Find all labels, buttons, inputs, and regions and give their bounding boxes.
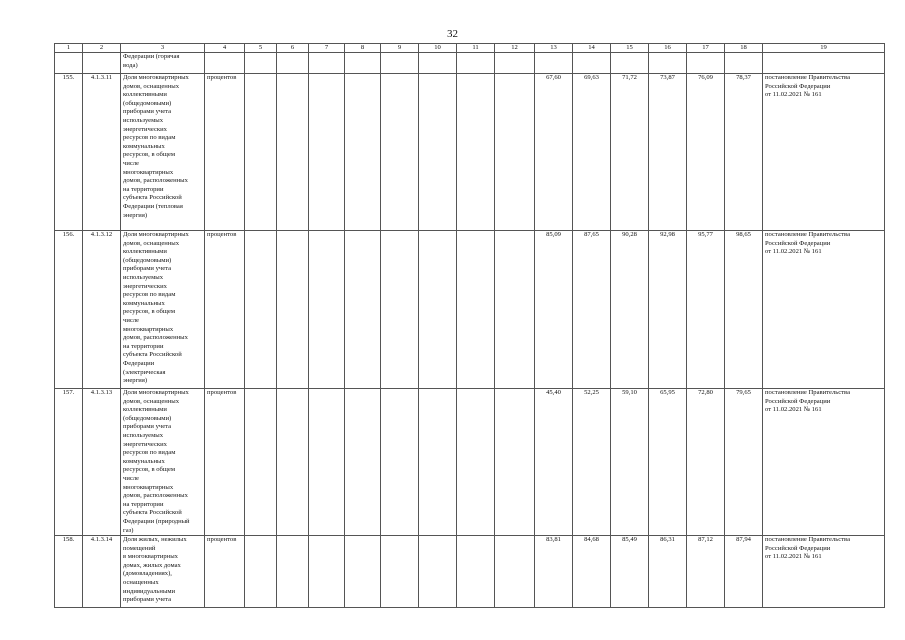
empty-cell xyxy=(345,536,381,608)
indicator-code: 4.1.3.13 xyxy=(83,389,121,536)
column-header-1: 1 xyxy=(55,44,83,53)
value-cell-col-17: 72,80 xyxy=(687,389,725,536)
unit-of-measure: процентов xyxy=(205,389,245,536)
value-cell-col-13: 83,81 xyxy=(535,536,573,608)
column-header-9: 9 xyxy=(381,44,419,53)
page-number: 32 xyxy=(447,28,458,40)
column-header-10: 10 xyxy=(419,44,457,53)
value-cell-col-17: 87,12 xyxy=(687,536,725,608)
value-cell-col-15: 90,28 xyxy=(611,231,649,389)
value-cell-col-16: 92,98 xyxy=(649,231,687,389)
value-cell-col-15: 71,72 xyxy=(611,74,649,231)
source-document: постановление Правительства Российской Федерации от 11.02.2021 № 161 xyxy=(763,74,885,231)
value-cell-col-18: 87,94 xyxy=(725,536,763,608)
empty-cell xyxy=(457,389,495,536)
column-header-12: 12 xyxy=(495,44,535,53)
row-number: 156. xyxy=(55,231,83,389)
unit-of-measure: процентов xyxy=(205,231,245,389)
header-row xyxy=(55,44,885,53)
value-cell-col-13: 45,40 xyxy=(535,389,573,536)
empty-cell xyxy=(277,536,309,608)
empty-cell xyxy=(345,74,381,231)
empty-cell xyxy=(277,231,309,389)
column-header-14: 14 xyxy=(573,44,611,53)
empty-cell xyxy=(495,231,535,389)
table-row xyxy=(55,74,885,231)
value-cell-col-16: 73,87 xyxy=(649,74,687,231)
indicator-code: 4.1.3.11 xyxy=(83,74,121,231)
empty-cell xyxy=(419,74,457,231)
row-number: 158. xyxy=(55,536,83,608)
empty-cell xyxy=(277,74,309,231)
indicator-name: Доля многоквартирных домов, оснащенных коллективными (общедомовыми) приборами учета используемых энергетических ресурсов по видам коммунальных ресурсов, в общем числе многоквартирных домов, расположенных на территории субъекта Российской Федерации (природный газ) xyxy=(121,389,205,536)
column-header-8: 8 xyxy=(345,44,381,53)
unit-of-measure: процентов xyxy=(205,74,245,231)
value-cell-col-17: 76,09 xyxy=(687,74,725,231)
value-cell-col-15: 85,49 xyxy=(611,536,649,608)
empty-cell xyxy=(457,536,495,608)
empty-cell xyxy=(381,389,419,536)
column-header-6: 6 xyxy=(277,44,309,53)
value-cell-col-16: 86,31 xyxy=(649,536,687,608)
value-cell-col-17: 95,77 xyxy=(687,231,725,389)
column-header-15: 15 xyxy=(611,44,649,53)
value-cell-col-15: 59,10 xyxy=(611,389,649,536)
column-header-19: 19 xyxy=(763,44,885,53)
empty-cell xyxy=(309,231,345,389)
indicator-name: Доля жилых, нежилых помещений в многоквартирных домах, жилых домах (домовладениях), оснащенных индивидуальными приборами учета xyxy=(121,536,205,608)
column-header-2: 2 xyxy=(83,44,121,53)
empty-cell xyxy=(457,74,495,231)
column-header-7: 7 xyxy=(309,44,345,53)
column-header-11: 11 xyxy=(457,44,495,53)
value-cell-col-18: 79,65 xyxy=(725,389,763,536)
value-cell-col-14: 52,25 xyxy=(573,389,611,536)
source-document: постановление Правительства Российской Федерации от 11.02.2021 № 161 xyxy=(763,231,885,389)
table-row xyxy=(55,536,885,608)
indicator-name: Доля многоквартирных домов, оснащенных коллективными (общедомовыми) приборами учета используемых энергетических ресурсов по видам коммунальных ресурсов, в общем числе многоквартирных домов, расположенных на территории субъекта Российской Федерации (электрическая энергия) xyxy=(121,231,205,389)
empty-cell xyxy=(277,389,309,536)
empty-cell xyxy=(245,536,277,608)
table-row xyxy=(55,231,885,389)
row-number: 157. xyxy=(55,389,83,536)
column-header-18: 18 xyxy=(725,44,763,53)
table-row xyxy=(55,389,885,536)
empty-cell xyxy=(495,74,535,231)
value-cell-col-13: 67,60 xyxy=(535,74,573,231)
continued-row xyxy=(55,53,885,74)
source-document: постановление Правительства Российской Федерации от 11.02.2021 № 161 xyxy=(763,389,885,536)
column-header-16: 16 xyxy=(649,44,687,53)
empty-cell xyxy=(245,389,277,536)
indicator-table xyxy=(54,43,885,608)
empty-cell xyxy=(309,389,345,536)
value-cell-col-18: 98,65 xyxy=(725,231,763,389)
empty-cell xyxy=(345,231,381,389)
value-cell-col-18: 78,37 xyxy=(725,74,763,231)
empty-cell xyxy=(457,231,495,389)
column-header-5: 5 xyxy=(245,44,277,53)
continued-text: Федерации (горячая вода) xyxy=(121,53,205,74)
empty-cell xyxy=(309,536,345,608)
empty-cell xyxy=(381,536,419,608)
empty-cell xyxy=(419,536,457,608)
empty-cell xyxy=(309,74,345,231)
indicator-code: 4.1.3.12 xyxy=(83,231,121,389)
empty-cell xyxy=(345,389,381,536)
empty-cell xyxy=(245,74,277,231)
indicator-code: 4.1.3.14 xyxy=(83,536,121,608)
row-number: 155. xyxy=(55,74,83,231)
empty-cell xyxy=(495,389,535,536)
indicator-name: Доля многоквартирных домов, оснащенных коллективными (общедомовыми) приборами учета используемых энергетических ресурсов по видам коммунальных ресурсов, в общем числе многоквартирных домов, расположенных на территории субъекта Российской Федерации (тепловая энергия) xyxy=(121,74,205,231)
empty-cell xyxy=(495,536,535,608)
value-cell-col-14: 87,65 xyxy=(573,231,611,389)
column-header-13: 13 xyxy=(535,44,573,53)
column-header-4: 4 xyxy=(205,44,245,53)
unit-of-measure: процентов xyxy=(205,536,245,608)
value-cell-col-14: 69,63 xyxy=(573,74,611,231)
value-cell-col-13: 85,09 xyxy=(535,231,573,389)
empty-cell xyxy=(419,231,457,389)
empty-cell xyxy=(381,231,419,389)
value-cell-col-14: 84,68 xyxy=(573,536,611,608)
value-cell-col-16: 65,95 xyxy=(649,389,687,536)
empty-cell xyxy=(381,74,419,231)
column-header-3: 3 xyxy=(121,44,205,53)
empty-cell xyxy=(245,231,277,389)
column-header-17: 17 xyxy=(687,44,725,53)
source-document: постановление Правительства Российской Федерации от 11.02.2021 № 161 xyxy=(763,536,885,608)
empty-cell xyxy=(419,389,457,536)
